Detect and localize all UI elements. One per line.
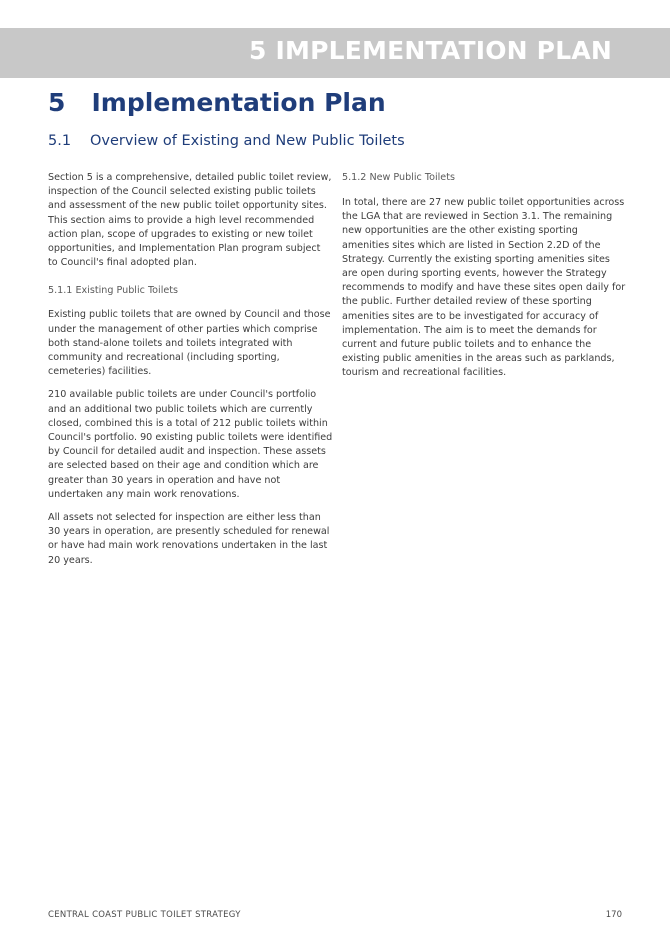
footer-page-number: 170 — [605, 910, 622, 920]
banner-title: 5 IMPLEMENTATION PLAN — [249, 36, 612, 65]
subsection-title-new: 5.1.2 New Public Toilets — [342, 172, 455, 183]
footer-document-title: CENTRAL COAST PUBLIC TOILET STRATEGY — [48, 910, 241, 920]
section-number: 5.1 — [48, 133, 72, 149]
existing-paragraph-1: Existing public toilets that are owned by Council and those under the management of other parties which comprise both stand-alone toilets and toilets integrated with community and recreational (including sporting, cemeteries) facilities. — [48, 309, 331, 378]
right-column — [342, 171, 627, 390]
section-title — [48, 133, 405, 149]
chapter-banner — [0, 28, 670, 78]
intro-paragraph: Section 5 is a comprehensive, detailed public toilet review, inspection of the Council selected existing public toilets and assessment of the new public toilet opportunity sites. This section aims to provide a high level recommended action plan, scope of upgrades to existing or new toilet opportunities, and Implementation Plan program subject to Council's final adopted plan. — [48, 172, 332, 269]
chapter-title: 5 Implementation Plan — [48, 88, 386, 117]
section-title-text: Overview of Existing and New Public Toilets — [90, 133, 405, 149]
new-paragraph-1: In total, there are 27 new public toilet opportunities across the LGA that are reviewed in Section 3.1. The remaining new opportunities are the other existing sporting amenities sites which are listed in Section 2.2D of the Strategy. Currently the existing sporting amenities sites are open during sporting events, however the Strategy recommends to modify and have these sites open daily for the public. Further detailed review of these sporting amenities sites are to be investigated for accuracy of implementation. The aim is to meet the demands for current and future public toilets and to enhance the existing public amenities in the areas such as parklands, tourism and recreational facilities. — [342, 197, 626, 379]
subsection-title-existing: 5.1.1 Existing Public Toilets — [48, 285, 179, 297]
existing-paragraph-2: 210 available public toilets are under Council's portfolio and an additional two public toilets which are currently closed, combined this is a total of 212 public toilets within Council's portfolio. 90 existing public toilets were identified by Council for detailed audit and inspection. These assets are selected based on their age and condition which are greater than 30 years in operation and have not undertaken any main work renovations. — [48, 389, 333, 500]
left-column — [48, 171, 333, 577]
existing-paragraph-3: All assets not selected for inspection are either less than 30 years in operation, are presently scheduled for renewal or have had main work renovations undertaken in the last 20 years. — [48, 512, 330, 566]
